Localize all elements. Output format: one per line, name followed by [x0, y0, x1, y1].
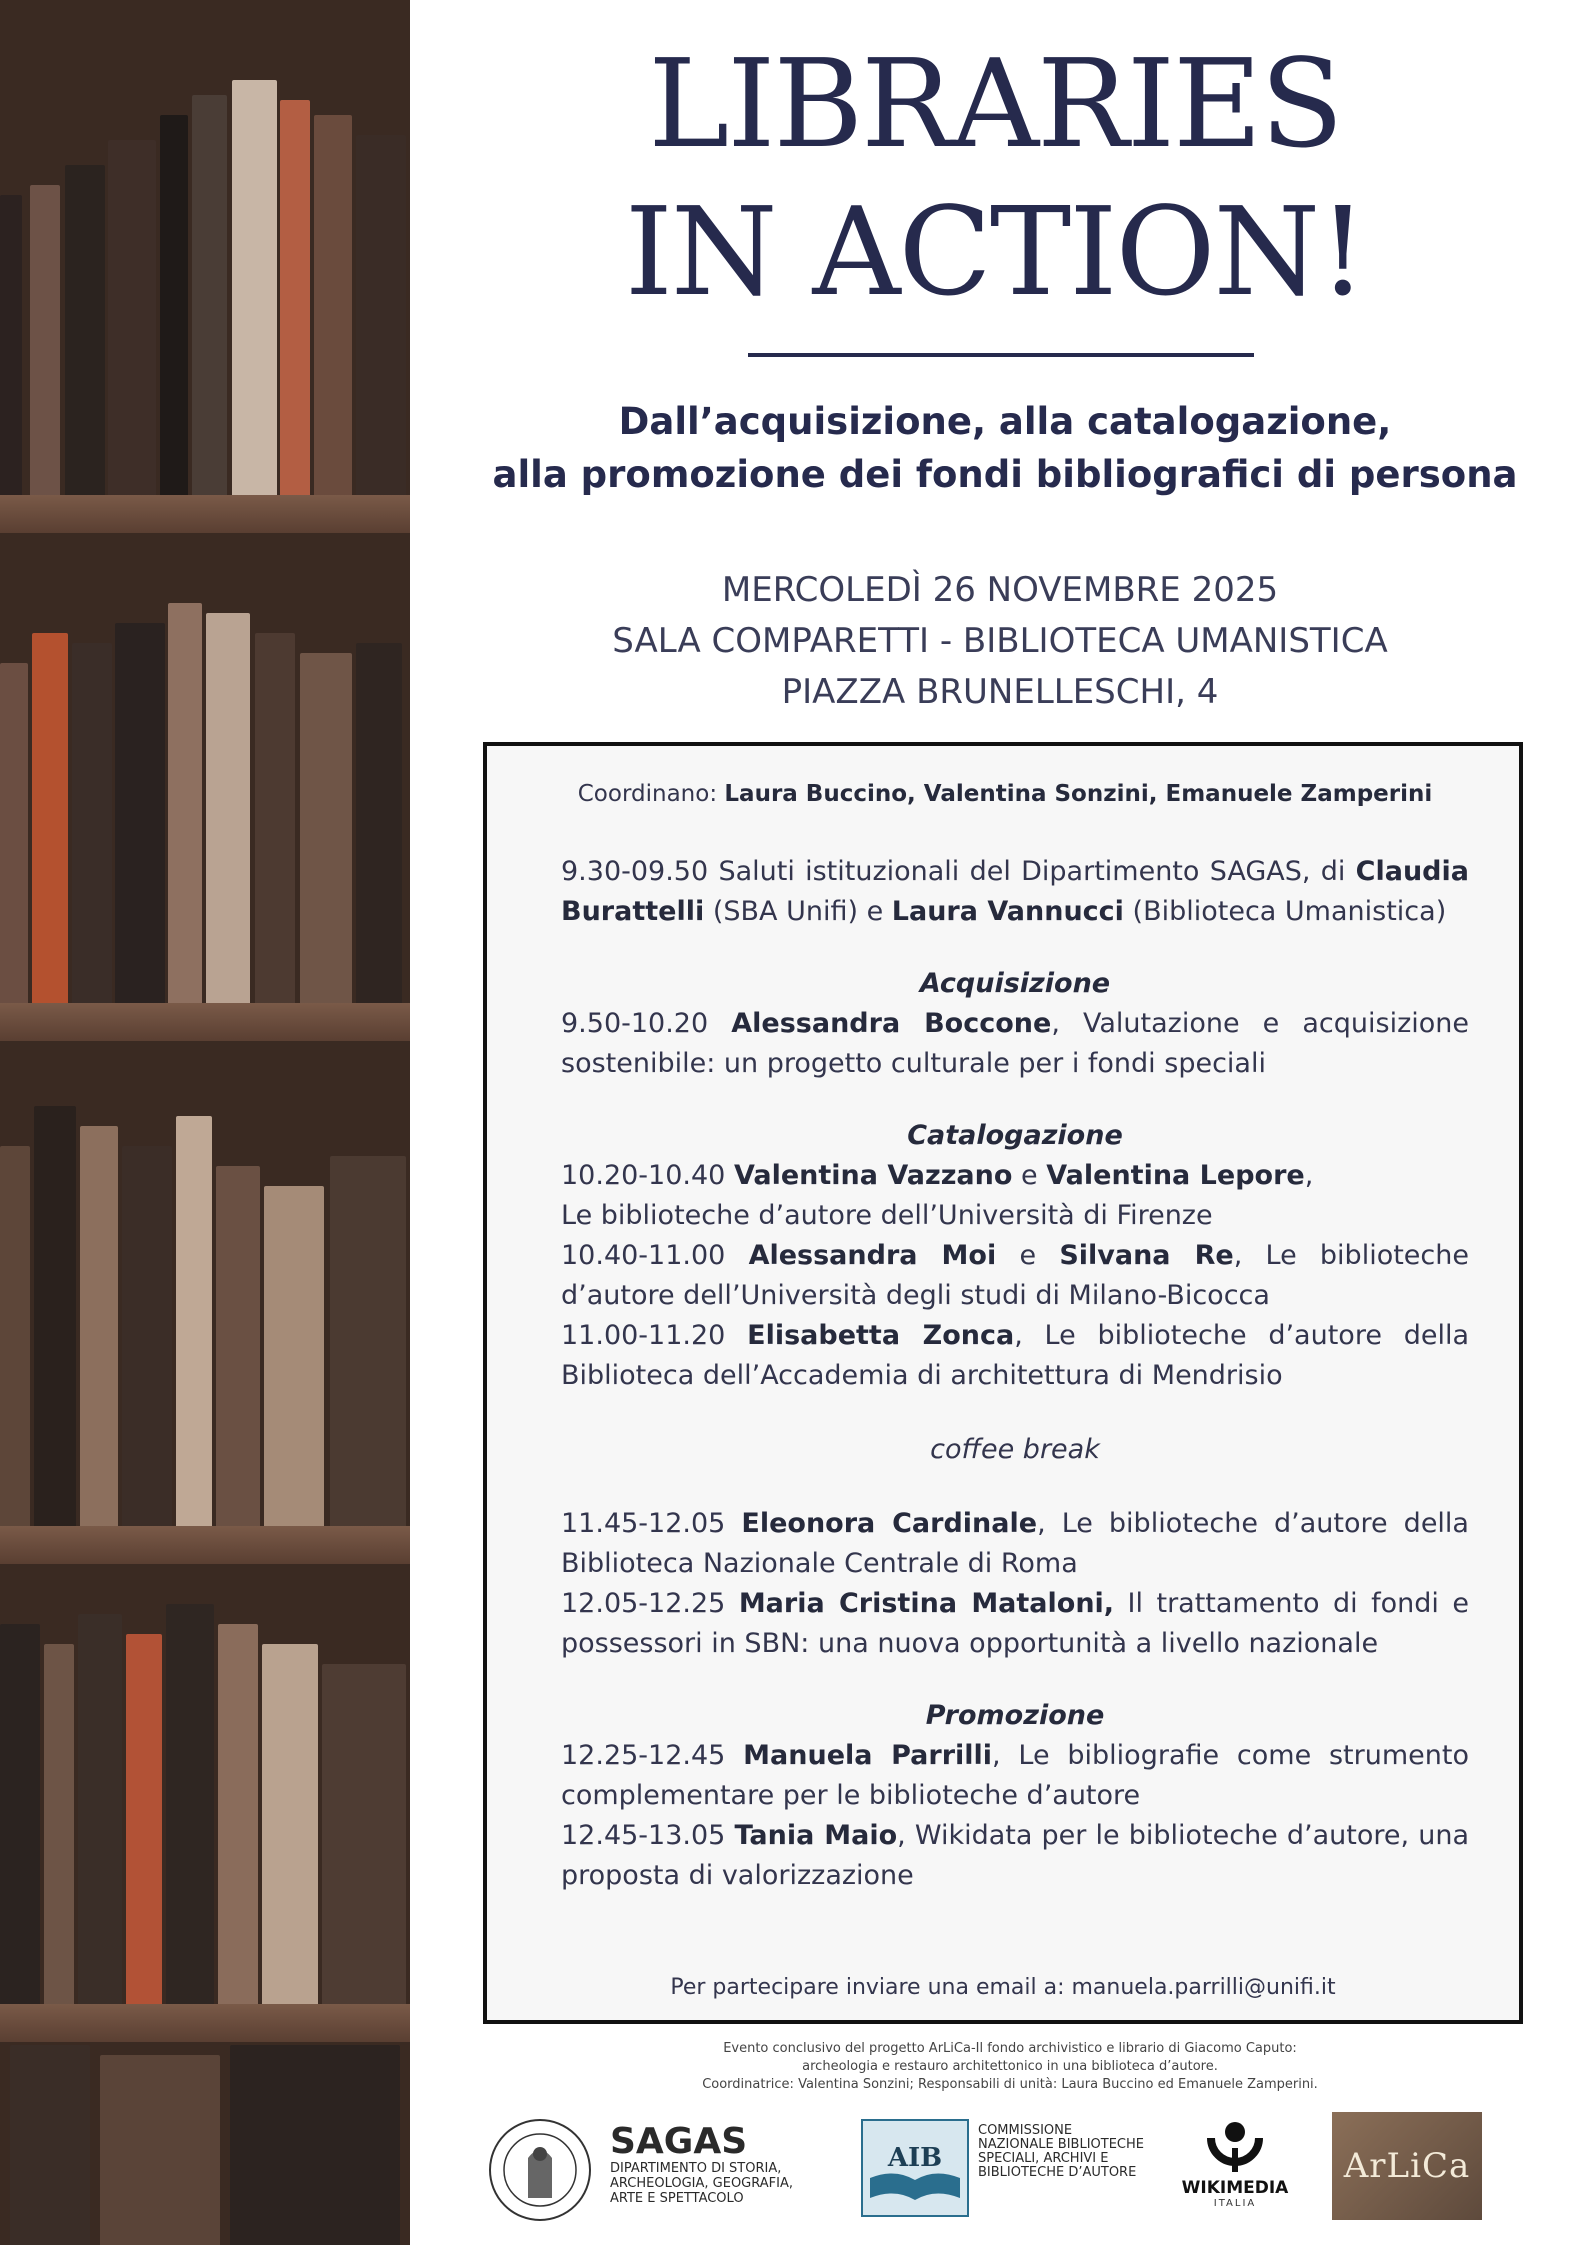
item-text: (SBA Unifi) e	[712, 896, 884, 927]
wikimedia-icon	[1205, 2118, 1265, 2174]
speaker-name: Manuela Parrilli	[743, 1740, 993, 1771]
item-text: , Le bibliografie come strumento complementare per le biblioteche d’autore	[561, 1740, 1469, 1811]
title-line-1: LIBRARIES	[648, 33, 1342, 175]
shelf-row	[0, 533, 410, 1003]
program-item	[561, 1584, 1469, 1664]
speaker-name: Maria Cristina Mataloni,	[738, 1588, 1115, 1619]
item-text: Il trattamento di fondi e possessori in SBN: una nuova opportunità a livello nazionale	[561, 1588, 1469, 1659]
footnote-line: Evento conclusivo del progetto ArLiCa-Il fondo archivistico e librario di Giacomo Caputo:	[723, 2041, 1297, 2056]
shelf-row	[0, 1564, 410, 2004]
item-text: Le biblioteche d’autore dell’Università di Firenze	[561, 1200, 1213, 1231]
aib-description: COMMISSIONE NAZIONALE BIBLIOTECHE SPECIALI, ARCHIVI E BIBLIOTECHE D’AUTORE	[978, 2123, 1144, 2180]
speaker-name: Alessandra Boccone	[731, 1008, 1052, 1039]
bookshelf-image	[0, 0, 410, 2245]
speaker-name: Elisabetta Zonca	[747, 1320, 1015, 1351]
item-text: , Valutazione e acquisizione sostenibile: un progetto culturale per i fondi speciali	[561, 1008, 1470, 1079]
speaker-name: Valentina Vazzano	[733, 1160, 1013, 1191]
speaker-name: Valentina Lepore	[1046, 1160, 1305, 1191]
item-time: 12.25-12.45	[561, 1740, 726, 1771]
program-item-opening	[561, 852, 1469, 932]
subtitle-line-1: Dall’acquisizione, alla catalogazione,	[618, 400, 1392, 443]
speaker-name: Claudia Burattelli	[561, 856, 1469, 927]
event-date: MERCOLEDÌ 26 NOVEMBRE 2025	[721, 570, 1279, 610]
program-item	[561, 1736, 1469, 1816]
wikimedia-sub: ITALIA	[1213, 2198, 1257, 2209]
speaker-name: Alessandra Moi	[748, 1240, 997, 1271]
arlica-name: ArLiCa	[1343, 2146, 1471, 2186]
coordinators-names: Laura Buccino, Valentina Sonzini, Emanuele Zamperini	[724, 781, 1433, 807]
item-text: Saluti istituzionali del Dipartimento SAGAS, di	[718, 856, 1346, 887]
subtitle	[430, 395, 1580, 501]
event-info	[520, 565, 1480, 718]
footnote	[560, 2040, 1460, 2094]
subtitle-line-2: alla promozione dei fondi bibliografici di persona	[492, 453, 1518, 496]
shelf-row	[0, 40, 410, 495]
page-title	[520, 30, 1470, 326]
shelf-row	[0, 2042, 410, 2245]
program-item	[561, 1816, 1469, 1896]
item-text: , Le biblioteche d’autore dell’Università degli studi di Milano-Bicocca	[561, 1240, 1469, 1311]
item-time: 9.50-10.20	[561, 1008, 709, 1039]
item-text: , Wikidata per le biblioteche d’autore, una proposta di valorizzazione	[561, 1820, 1469, 1891]
item-time: 10.20-10.40	[561, 1160, 726, 1191]
coordinators-label: Coordinano:	[577, 781, 718, 807]
item-time: 11.00-11.20	[561, 1320, 726, 1351]
item-text: e	[1019, 1240, 1037, 1271]
item-text: e	[1021, 1160, 1038, 1191]
program-box	[483, 742, 1523, 2024]
item-time: 10.40-11.00	[561, 1240, 726, 1271]
shelf-row	[0, 1041, 410, 1526]
item-time: 9.30-09.50	[561, 856, 709, 887]
speaker-name: Silvana Re	[1059, 1240, 1234, 1271]
sagas-logo	[610, 2123, 830, 2206]
item-text: (Biblioteca Umanistica)	[1132, 896, 1447, 927]
section-heading: Promozione	[925, 1700, 1105, 1731]
footnote-line: archeologia e restauro architettonico in una biblioteca d’autore.	[802, 2059, 1218, 2074]
section-heading: Catalogazione	[907, 1120, 1123, 1151]
arlica-logo	[1332, 2112, 1482, 2220]
sagas-name: SAGAS	[610, 2121, 748, 2162]
wikimedia-logo	[1175, 2118, 1295, 2218]
coordinators	[541, 774, 1469, 814]
program-item: 10.20-10.40 Valentina Vazzano e Valentina Lepore, Le biblioteche d’autore dell’Università di Firenze	[561, 1160, 1314, 1231]
speaker-name: Tania Maio	[734, 1820, 898, 1851]
item-time: 12.05-12.25	[561, 1588, 726, 1619]
title-line-2: IN ACTION!	[624, 181, 1366, 323]
aib-logo-icon	[860, 2118, 970, 2218]
aib-name: AIB	[887, 2143, 943, 2173]
contact-line: Per partecipare inviare una email a: manuela.parrilli@unifi.it	[670, 1975, 1336, 2000]
speaker-name: Laura Vannucci	[891, 896, 1124, 927]
title-divider	[748, 353, 1254, 357]
item-time: 11.45-12.05	[561, 1508, 726, 1539]
sagas-description: DIPARTIMENTO DI STORIA, ARCHEOLOGIA, GEOGRAFIA, ARTE E SPETTACOLO	[610, 2161, 793, 2206]
coffee-break: coffee break	[930, 1434, 1100, 1465]
event-address: PIAZZA BRUNELLESCHI, 4	[781, 672, 1219, 712]
program-item	[561, 1004, 1469, 1084]
section-heading: Acquisizione	[919, 968, 1111, 999]
program-item	[561, 1504, 1469, 1584]
item-text: , Le biblioteche d’autore della Biblioteca Nazionale Centrale di Roma	[561, 1508, 1469, 1579]
program-item	[561, 1316, 1469, 1396]
item-text: , Le biblioteche d’autore della Biblioteca dell’Accademia di architettura di Mendrisio	[561, 1320, 1470, 1391]
speaker-name: Eleonora Cardinale	[741, 1508, 1038, 1539]
program-item	[561, 1236, 1469, 1316]
event-venue: SALA COMPARETTI - BIBLIOTECA UMANISTICA	[612, 621, 1388, 661]
wikimedia-name: WIKIMEDIA	[1181, 2178, 1289, 2198]
footnote-line: Coordinatrice: Valentina Sonzini; Responsabili di unità: Laura Buccino ed Emanuele Zamperini.	[702, 2077, 1318, 2092]
university-seal-icon	[488, 2118, 592, 2222]
item-time: 12.45-13.05	[561, 1820, 726, 1851]
